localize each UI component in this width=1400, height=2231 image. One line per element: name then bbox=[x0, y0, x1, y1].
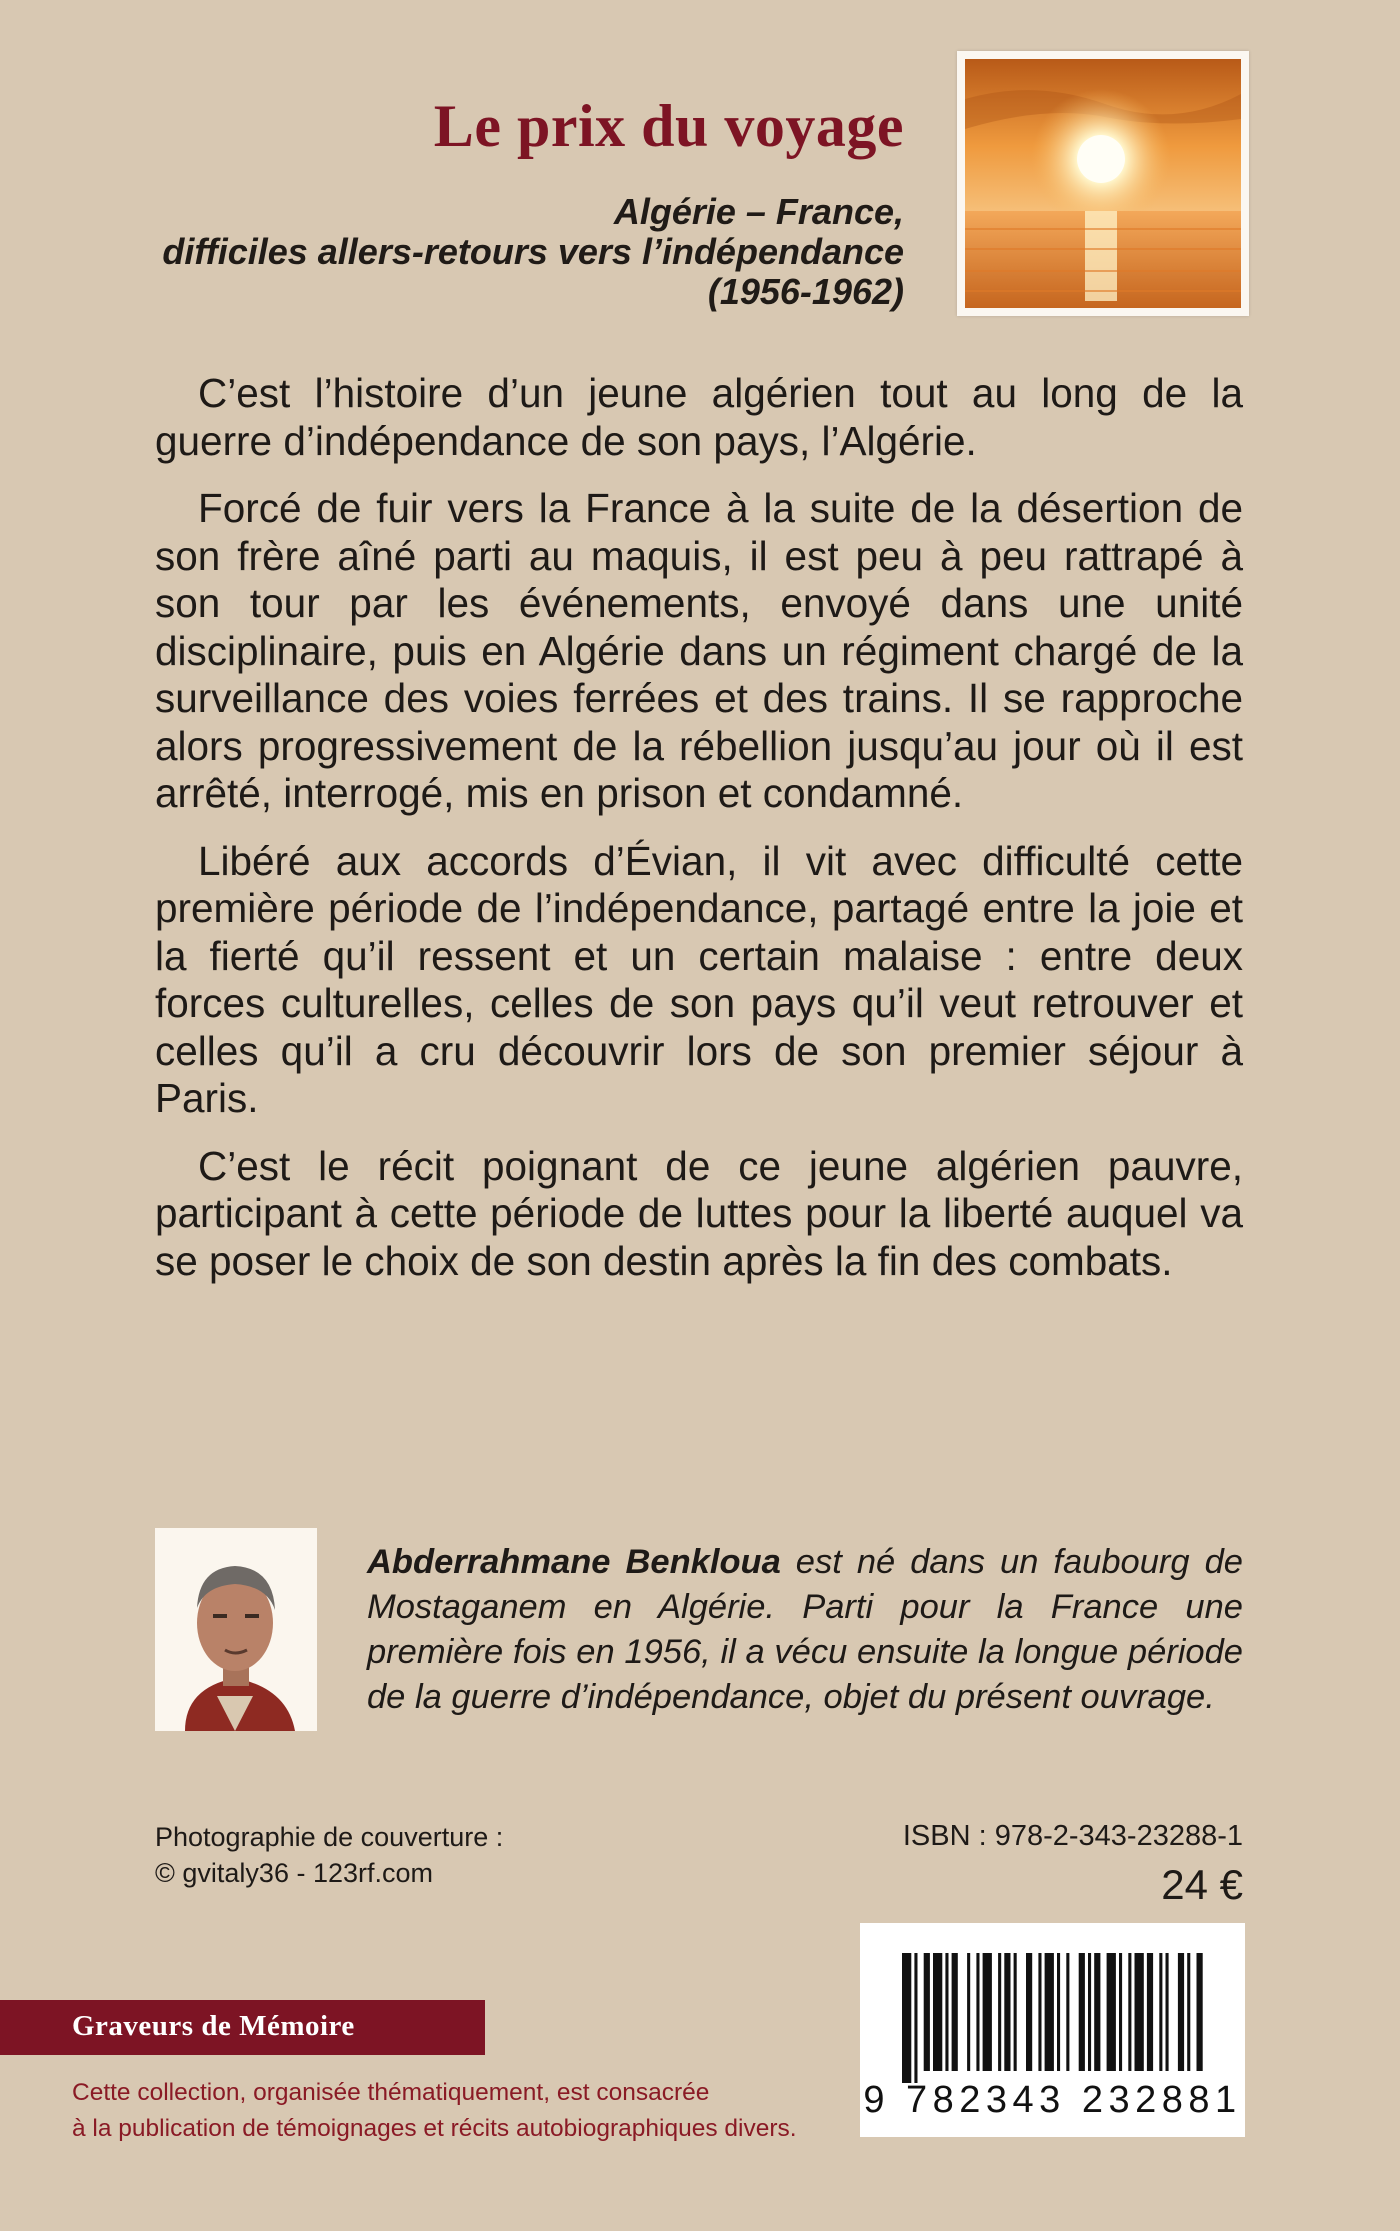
subtitle-line-3: (1956-1962) bbox=[707, 271, 904, 312]
barcode-bar bbox=[983, 1953, 992, 2071]
barcode-bar bbox=[1026, 1953, 1032, 2071]
subtitle-line-1: Algérie – France, bbox=[613, 191, 904, 232]
summary-paragraph: Forcé de fuir vers la France à la suite de la désertion de son frère aîné parti au maquis, il est peu à peu rattrapé à son tour par les événements, envoyé dans une unité disciplinaire, puis en Algérie dans un régiment chargé de la surveillance des voies ferrées et des trains. Il se rapproche alors progressivement de la rébellion jusqu’au jour où il est arrêté, interrogé, mis en prison et condamné. bbox=[155, 485, 1243, 816]
barcode-bar bbox=[1197, 1953, 1203, 2071]
barcode-bar bbox=[1107, 1953, 1116, 2071]
barcode-bar bbox=[967, 1953, 970, 2071]
collection-description bbox=[72, 2075, 797, 2147]
subtitle-line-2: difficiles allers-retours vers l’indépendance bbox=[162, 231, 904, 272]
cover-sunset-photo bbox=[957, 51, 1249, 316]
collection-desc-line-1: Cette collection, organisée thématiquement, est consacrée bbox=[72, 2079, 710, 2106]
barcode bbox=[860, 1923, 1245, 2137]
barcode-bar bbox=[1079, 1953, 1085, 2071]
summary-paragraph: Libéré aux accords d’Évian, il vit avec difficulté cette première période de l’indépendance, partagé entre la joie et la fierté qu’il ressent et un certain malaise : entre deux forces culturelles, celles de son pays qu’il veut retrouver et celles qu’il a cru découvrir lors de son premier séjour à Paris. bbox=[155, 837, 1243, 1121]
photo-credit-line-1: Photographie de couverture : bbox=[155, 1822, 504, 1852]
summary-paragraph: C’est le récit poignant de ce jeune algérien pauvre, participant à cette période de luttes pour la liberté auquel va se poser le choix de son destin après la fin des combats. bbox=[155, 1142, 1243, 1284]
photo-credit-line-2: © gvitaly36 - 123rf.com bbox=[155, 1858, 434, 1888]
author-bio-text: est né dans un faubourg de Mostaganem en Algérie. Parti pour la France une première fois en 1956, il a vécu ensuite la longue période de la guerre d’indépendance, objet du présent ouvrage. bbox=[367, 1543, 1243, 1716]
barcode-bar bbox=[976, 1953, 979, 2071]
barcode-bar bbox=[1004, 1953, 1010, 2071]
collection-name: Graveurs de Mémoire bbox=[72, 2010, 355, 2042]
summary-paragraph: C’est l’histoire d’un jeune algérien tout au long de la guerre d’indépendance de son pays, l’Algérie. bbox=[155, 370, 1243, 464]
author-name: Abderrahmane Benkloua bbox=[367, 1543, 781, 1581]
barcode-bar bbox=[1147, 1953, 1153, 2071]
book-title: Le prix du voyage bbox=[433, 93, 904, 159]
author-photo bbox=[155, 1528, 317, 1731]
barcode-bar bbox=[1088, 1953, 1091, 2071]
barcode-bar bbox=[1119, 1953, 1122, 2071]
barcode-bar bbox=[1128, 1953, 1131, 2071]
barcode-bar bbox=[914, 1953, 917, 2083]
barcode-bar bbox=[1094, 1953, 1100, 2071]
price: 24 € bbox=[1161, 1861, 1243, 1908]
barcode-bar bbox=[1038, 1953, 1041, 2071]
back-cover-summary bbox=[155, 370, 1243, 1305]
barcode-bar bbox=[1166, 1953, 1169, 2071]
barcode-bar bbox=[952, 1953, 958, 2071]
collection-banner bbox=[0, 2000, 485, 2055]
barcode-digits: 9 782343 232881 bbox=[863, 2079, 1242, 2121]
barcode-bar bbox=[945, 1953, 948, 2071]
barcode-bar bbox=[1045, 1953, 1054, 2071]
photo-credit bbox=[155, 1819, 503, 1891]
barcode-bar bbox=[1057, 1953, 1060, 2071]
barcode-bar bbox=[1187, 1953, 1190, 2071]
barcode-bar bbox=[1014, 1953, 1017, 2071]
barcode-bar bbox=[1066, 1953, 1069, 2071]
barcode-bar bbox=[902, 1953, 911, 2083]
barcode-bar bbox=[933, 1953, 942, 2071]
barcode-bar bbox=[924, 1953, 930, 2071]
sunset-image bbox=[965, 59, 1241, 308]
book-subtitle bbox=[144, 192, 904, 312]
isbn-number: ISBN : 978-2-343-23288-1 bbox=[902, 1820, 1243, 1852]
barcode-bar bbox=[1135, 1953, 1144, 2071]
barcode-bar bbox=[1159, 1953, 1162, 2071]
barcode-bar bbox=[1178, 1953, 1184, 2071]
collection-desc-line-2: à la publication de témoignages et récits autobiographiques divers. bbox=[72, 2115, 797, 2142]
barcode-bar bbox=[998, 1953, 1001, 2071]
author-portrait-image bbox=[155, 1528, 317, 1731]
author-biography bbox=[367, 1540, 1243, 1720]
